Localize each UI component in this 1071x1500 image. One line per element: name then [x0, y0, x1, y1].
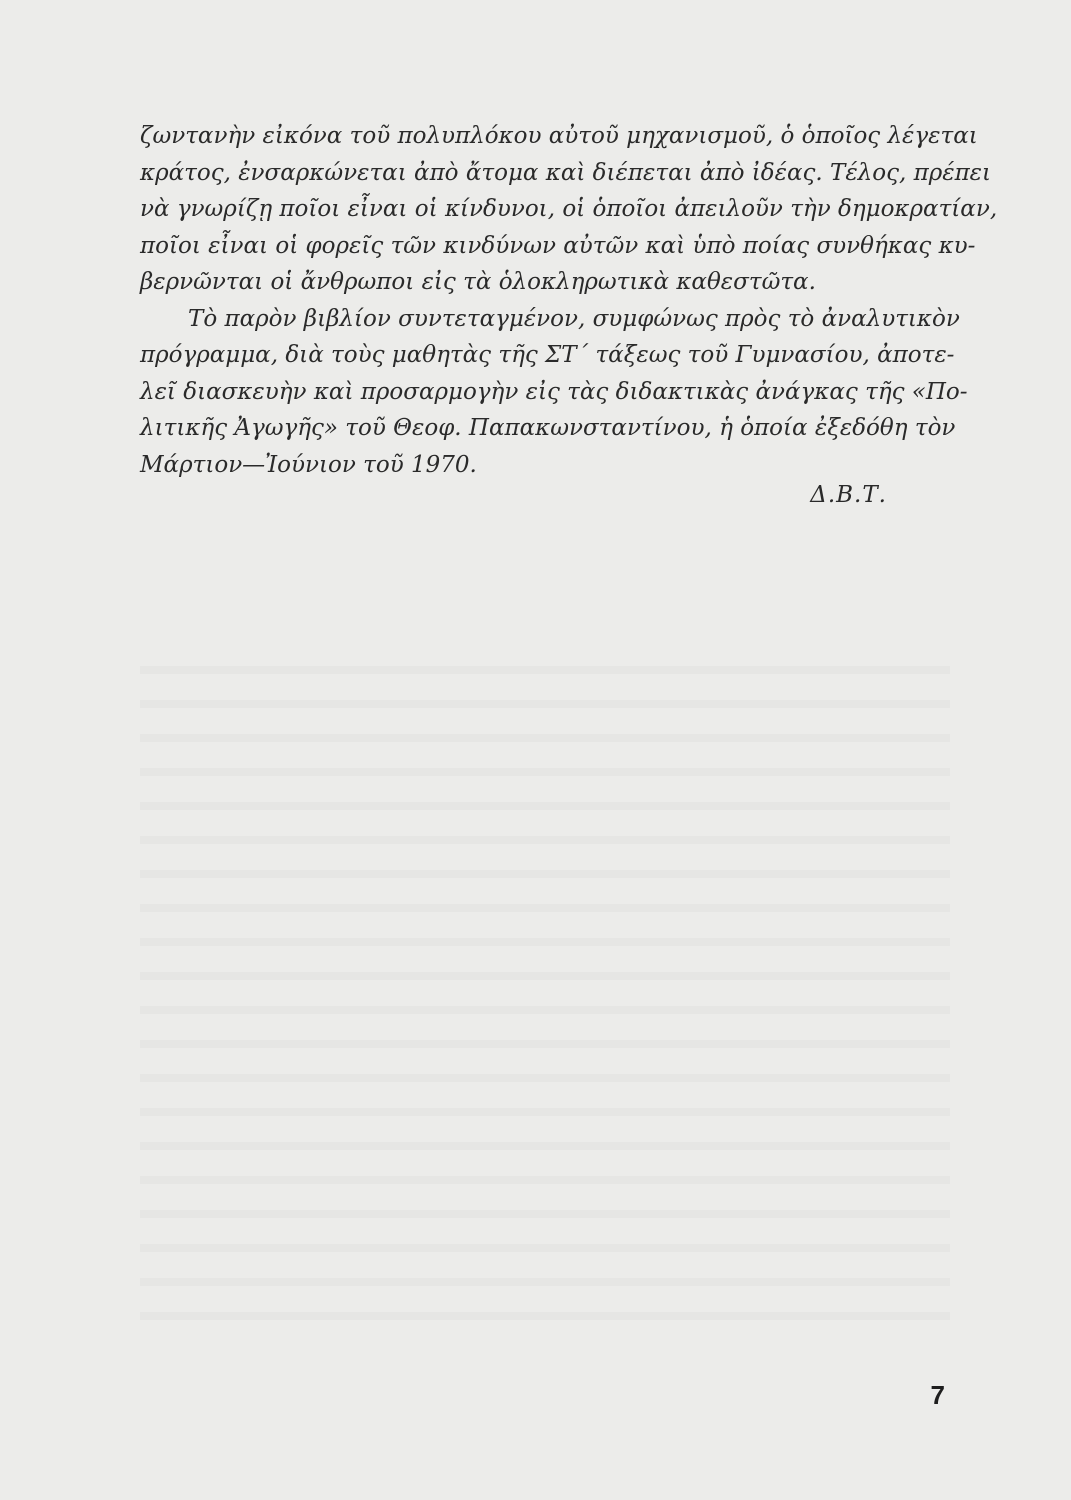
- text-line: βερνῶνται οἱ ἄνθρωποι εἰς τὰ ὁλοκληρωτικὰ καθεστῶτα.: [140, 269, 816, 295]
- text-line: Τὸ παρὸν βιβλίον συντεταγμένον, συμφώνως πρὸς τὸ ἀναλυτικὸν: [188, 305, 960, 332]
- paragraph-2: [140, 301, 968, 484]
- text-line: Μάρτιον—Ἰούνιον τοῦ 1970.: [140, 451, 477, 478]
- paragraph-1: [140, 118, 998, 301]
- bleed-through-shadow: [140, 640, 950, 1340]
- text-line: λεῖ διασκευὴν καὶ προσαρμογὴν εἰς τὰς διδακτικὰς ἀνάγκας τῆς «Πο-: [140, 378, 968, 405]
- text-line: ποῖοι εἶναι οἱ φορεῖς τῶν κινδύνων αὐτῶν καὶ ὑπὸ ποίας συνθήκας κυ-: [140, 232, 976, 259]
- text-line: λιτικῆς Ἀγωγῆς» τοῦ Θεοφ. Παπακωνσταντίνου, ἡ ὁποία ἐξεδόθη τὸν: [140, 415, 956, 441]
- text-line: κράτος, ἐνσαρκώνεται ἀπὸ ἄτομα καὶ διέπεται ἀπὸ ἰδέας. Τέλος, πρέπει: [140, 159, 992, 186]
- author-initials: Δ.Β.Τ.: [810, 482, 887, 508]
- body-text: [140, 118, 998, 483]
- text-line: πρόγραμμα, διὰ τοὺς μαθητὰς τῆς ΣΤ΄ τάξεως τοῦ Γυμνασίου, ἀποτε-: [140, 342, 955, 368]
- text-line: ζωντανὴν εἰκόνα τοῦ πολυπλόκου αὐτοῦ μηχανισμοῦ, ὁ ὁποῖος λέγεται: [140, 123, 978, 149]
- text-line: νὰ γνωρίζῃ ποῖοι εἶναι οἱ κίνδυνοι, οἱ ὁποῖοι ἀπειλοῦν τὴν δημοκρατίαν,: [140, 196, 998, 222]
- page-number: 7: [930, 1380, 945, 1410]
